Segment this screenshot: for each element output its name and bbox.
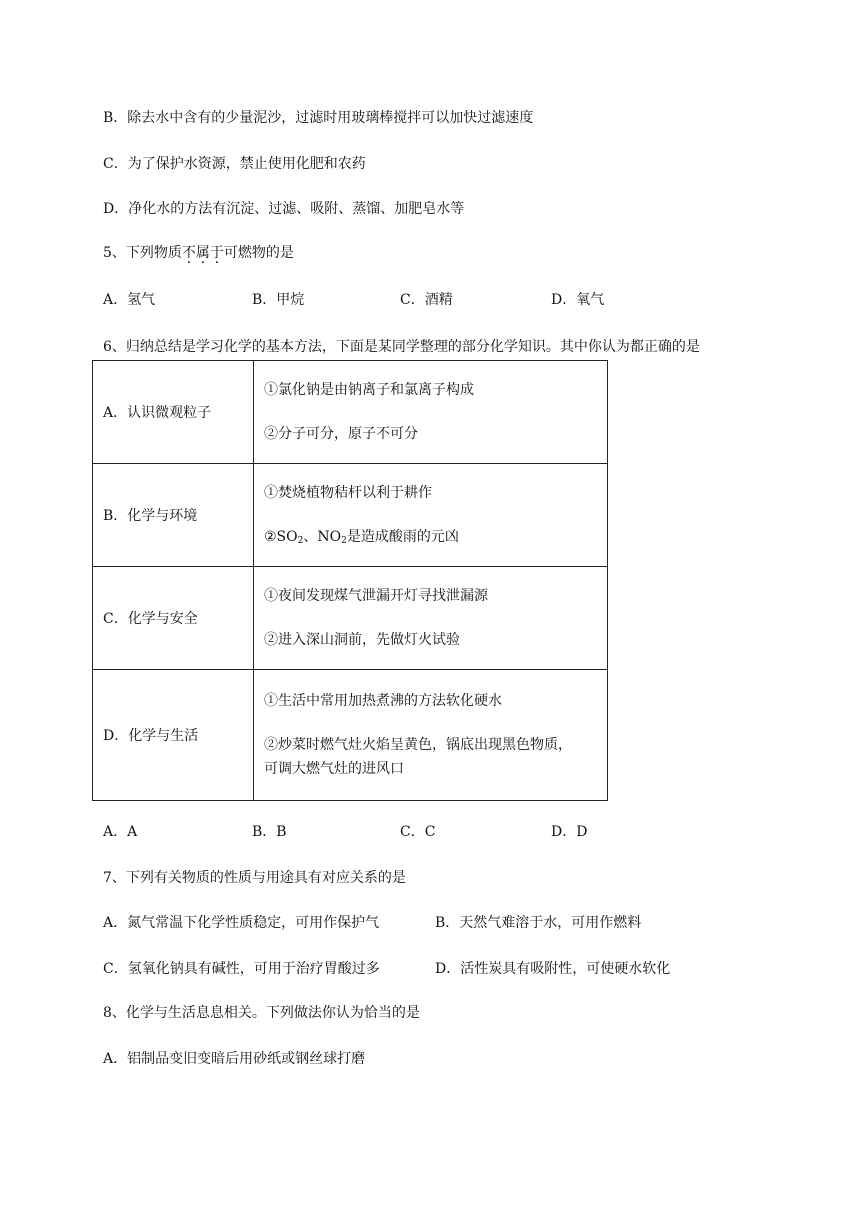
q5-stem-after: 可燃物的是 (223, 245, 294, 261)
table-category: D．化学与生活 (93, 670, 254, 801)
q7-option-d: D．活性炭具有吸附性，可使硬水软化 (435, 961, 671, 977)
table-row (93, 567, 608, 670)
table-item: ①焚烧植物秸杆以利于耕作 (264, 485, 432, 501)
item-suffix: 是造成酸雨的元凶 (346, 529, 459, 545)
q5-option-d: D．氧气 (551, 292, 605, 308)
formula-no: 、NO (303, 529, 342, 545)
table-item: 可调大燃气灶的进风口 (264, 761, 404, 777)
q6-option-a: A．A (103, 824, 138, 840)
q5-option-a: A．氢气 (103, 292, 156, 308)
q6-option-d: D．D (551, 824, 588, 840)
q7-option-b: B．天然气难溶于水，可用作燃料 (435, 915, 642, 931)
formula-so: ②SO (264, 529, 298, 545)
q8-stem: 8、化学与生活息息相关。下列做法你认为恰当的是 (103, 1005, 420, 1021)
q5-emphasis-char-3: 于 (209, 245, 224, 261)
table-item: ②分子可分，原子不可分 (264, 426, 418, 442)
q5-emphasis-char-2: 属 (195, 245, 210, 261)
q8-option-a: A．铝制品变旧变暗后用砂纸或钢丝球打磨 (103, 1051, 366, 1067)
table-category: B．化学与环境 (93, 464, 254, 567)
table-items (254, 464, 608, 567)
q4-option-d: D．净化水的方法有沉淀、过滤、吸附、蒸馏、加肥皂水等 (103, 201, 465, 217)
table-row (93, 670, 608, 801)
q6-stem: 6、归纳总结是学习化学的基本方法，下面是某同学整理的部分化学知识。其中你认为都正确的是 (103, 339, 700, 355)
q7-stem: 7、下列有关物质的性质与用途具有对应关系的是 (103, 870, 406, 886)
q5-option-b: B．甲烷 (252, 292, 305, 308)
table-item: ①氯化钠是由钠离子和氯离子构成 (264, 382, 474, 398)
table-row (93, 464, 608, 567)
table-items (254, 670, 608, 801)
subscript: 2 (341, 536, 347, 546)
q5-emphasis-char-1: 不 (181, 245, 196, 261)
q6-option-b: B．B (252, 824, 287, 840)
q4-option-b: B．除去水中含有的少量泥沙，过滤时用玻璃棒搅拌可以加快过滤速度 (103, 110, 534, 126)
q6-option-c: C．C (400, 824, 436, 840)
table-items (254, 567, 608, 670)
table-item-chemical (264, 527, 607, 547)
q7-option-a: A．氮气常温下化学性质稳定，可用作保护气 (103, 915, 380, 931)
q4-option-c: C．为了保护水资源，禁止使用化肥和农药 (103, 156, 366, 172)
table-category: A．认识微观粒子 (93, 361, 254, 464)
table-item: ②进入深山洞前，先做灯火试验 (264, 632, 460, 648)
q5-stem (103, 243, 294, 263)
table-row (93, 361, 608, 464)
q5-option-c: C．酒精 (400, 292, 453, 308)
table-item: ②炒菜时燃气灶火焰呈黄色，锅底出现黑色物质， (264, 737, 572, 753)
table-item: ①生活中常用加热煮沸的方法软化硬水 (264, 693, 502, 709)
knowledge-table (92, 360, 608, 801)
table-items (254, 361, 608, 464)
q7-option-c: C．氢氧化钠具有碱性，可用于治疗胃酸过多 (103, 961, 380, 977)
q5-stem-before: 5、下列物质 (103, 245, 182, 261)
subscript: 2 (297, 536, 304, 546)
table-item: ①夜间发现煤气泄漏开灯寻找泄漏源 (264, 588, 488, 604)
table-category: C．化学与安全 (93, 567, 254, 670)
